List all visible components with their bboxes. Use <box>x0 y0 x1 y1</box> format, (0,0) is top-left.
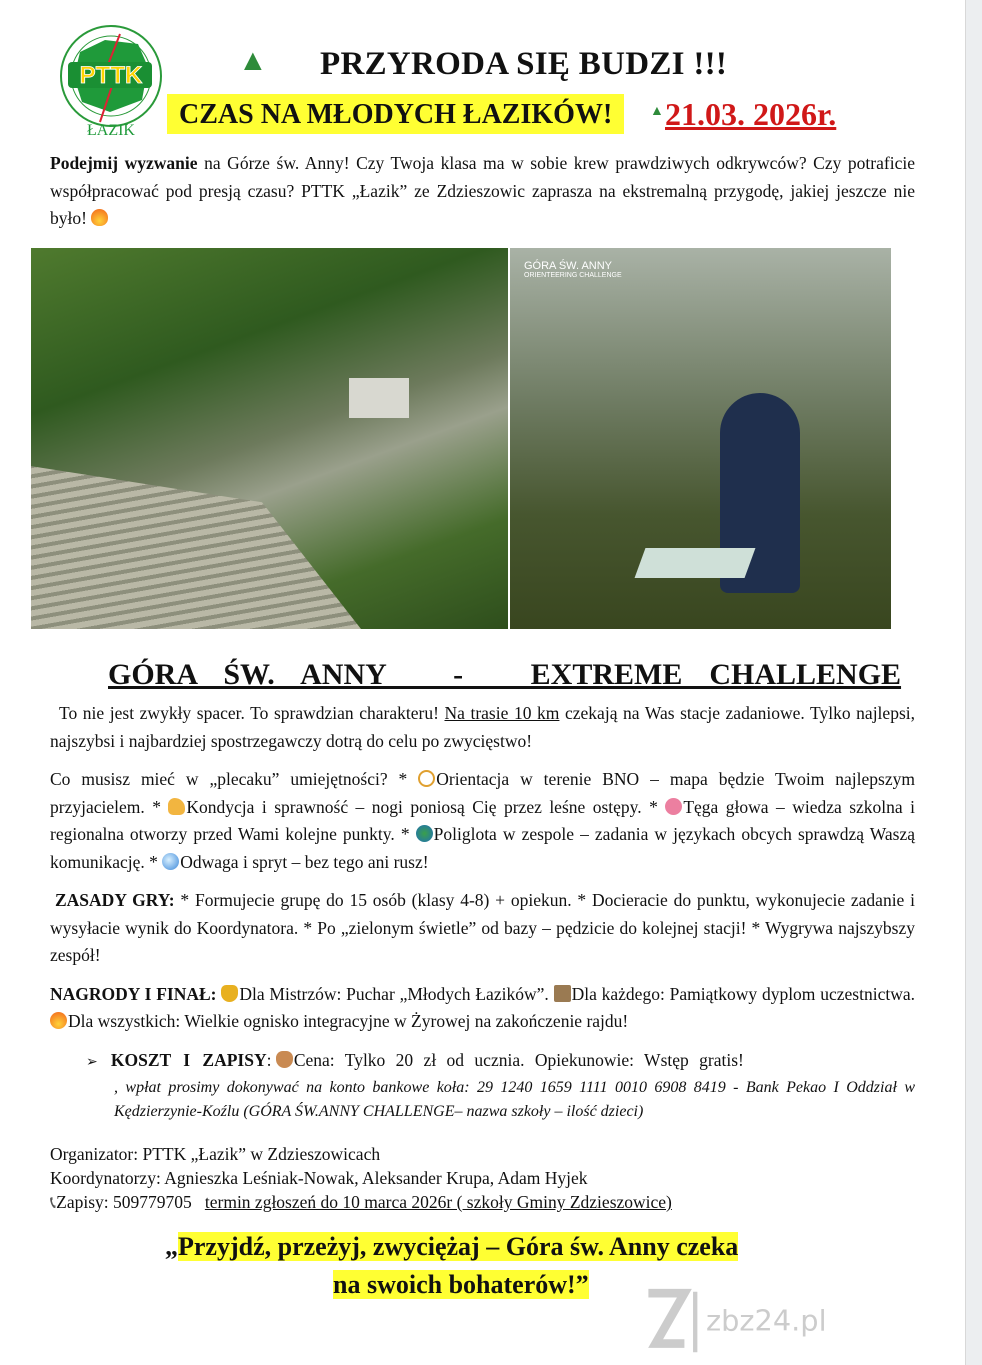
coordinators: Koordynatorzy: Agnieszka Leśniak-Nowak, Aleksander Krupa, Adam Hyjek <box>50 1168 588 1188</box>
contact-section <box>50 1142 915 1214</box>
body-content <box>50 700 915 1304</box>
scroll-icon <box>554 985 571 1002</box>
cost-section: ➢ KOSZT I ZAPISY: Cena: Tylko 20 zł od ucznia. Opiekunowie: Wstęp gratis! , wpłat prosimy dokonywać na konto bankowe koła: 29 1240 1659 1111 0010 6908 8419 - Bank Pekao I Oddział w Kędzierzynie-Koźlu (GÓRA ŚW.ANNY CHALLENGE– nazwa szkoły – ilość dzieci) <box>86 1047 915 1125</box>
svg-text:PTTK: PTTK <box>79 62 143 89</box>
intro-text: na Górze św. Anny! Czy Twoja klasa ma w sobie krew prawdziwych odkrywców? Czy potraficie współpracować pod presją czasu? PTTK „Łazik” ze Zdzieszowic zaprasza na ekstremalną przygodę, jakiej jeszcze nie było! <box>50 153 915 228</box>
prize-item: Dla Mistrzów: Puchar „Młodych Łazików”. <box>239 983 554 1004</box>
trophy-icon <box>221 985 238 1002</box>
svg-text:zbz24.pl: zbz24.pl <box>706 1303 827 1338</box>
svg-text:ŁAZIK: ŁAZIK <box>87 122 135 138</box>
rules-label: ZASADY GRY: <box>55 890 175 910</box>
phone-icon: 📞︎ <box>50 1192 57 1212</box>
payment-info: , wpłat prosimy dokonywać na konto bankowe koła: 29 1240 1659 1111 0010 6908 8419 - Bank Pekao I Oddział w Kędzierzynie-Koźlu (GÓRA ŚW.ANNY CHALLENGE– nazwa szkoły – ilość dzieci) <box>114 1079 915 1120</box>
cost-text: Cena: Tylko 20 zł od ucznia. Opiekunowie: Wstęp gratis! <box>293 1049 744 1070</box>
skill-item: Odwaga i spryt – bez tego ani rusz! <box>180 851 429 872</box>
intro-bold: Podejmij wyzwanie <box>50 153 198 173</box>
caption-title: GÓRA ŚW. ANNY <box>524 260 613 272</box>
route-text: czekają na Was stacje zadaniowe. Tylko najlepsi, najszybsi i najbardziej spostrzegawczy dotrą do celu po zwycięstwo! <box>50 703 915 751</box>
rules-text: * Formujecie grupę do 15 osób (klasy 4-8) + opiekun. * Docieracie do punktu, wykonujecie zadanie i wysyłacie wynik do Koordynatora. * Po „zielonym świetle” od bazy – pędzicie do kolejnej stacji! * Wygrywa najszybszy zespół! <box>50 890 915 965</box>
fire-icon <box>50 1012 67 1029</box>
prizes-paragraph <box>50 981 915 1036</box>
organizer: Organizator: PTTK „Łazik” w Zdzieszowicach <box>50 1144 381 1164</box>
arrow-bullet-icon: ➢ <box>86 1054 98 1070</box>
muscle-icon <box>168 798 185 815</box>
route-distance: Na trasie 10 km <box>444 703 560 723</box>
prize-item: Dla każdego: Pamiątkowy dyplom uczestnictwa. <box>571 983 915 1004</box>
skill-item: Poliglota w zespole – zadania w językach obcych sprawdzą Waszą komunikację. * <box>50 824 915 872</box>
skill-item: Kondycja i sprawność – nogi poniosą Cię przez leśne ostępy. * <box>186 796 666 817</box>
intro-paragraph <box>50 150 915 233</box>
page-edge <box>965 0 982 1365</box>
event-date: 21.03. 2026r. <box>665 96 837 132</box>
cost-label: KOSZT I ZAPISY <box>110 1049 267 1070</box>
money-bag-icon <box>276 1051 293 1068</box>
tree-icon: ▲ <box>238 44 268 77</box>
skills-paragraph <box>50 766 915 876</box>
fire-icon <box>91 209 108 226</box>
skills-intro: Co musisz mieć w „plecaku” umiejętności? * <box>50 769 419 789</box>
skill-item: Tęga głowa – wiedza szkolna i regionalna otworzy przed Wami kolejne punkty. * <box>50 796 915 844</box>
route-text: To nie jest zwykły spacer. To sprawdzian charakteru! <box>59 703 445 723</box>
prizes-label: NAGRODY I FINAŁ: <box>50 983 217 1004</box>
amphitheatre-shape <box>31 448 361 629</box>
rules-paragraph <box>50 887 915 970</box>
closing-quote-line1 <box>50 1228 915 1266</box>
tree-icon: ▲ <box>650 104 664 119</box>
map-shape <box>635 548 756 578</box>
signup-deadline: termin zgłoszeń do 10 marca 2026r ( szkoły Gminy Zdzieszowice) <box>204 1192 672 1212</box>
aerial-amphitheatre-photo <box>31 248 508 629</box>
subtitle-highlight: CZAS NA MŁODYCH ŁAZIKÓW! <box>167 94 624 134</box>
skill-item: Orientacja w terenie BNO – mapa będzie Twoim najlepszym przyjacielem. * <box>50 769 915 817</box>
crystal-ball-icon <box>162 853 179 870</box>
pttk-lazik-logo <box>50 22 172 138</box>
monument-shape <box>349 378 409 418</box>
compass-icon <box>418 770 435 787</box>
section-heading: GÓRA ŚW. ANNY - EXTREME CHALLENGE <box>108 658 902 691</box>
prize-item: Dla wszystkich: Wielkie ognisko integracyjne w Żyrowej na zakończenie rajdu! <box>68 1011 629 1031</box>
quote-text: na swoich bohaterów!” <box>333 1270 589 1299</box>
quote-mark: „ <box>165 1232 178 1261</box>
signup-phone[interactable]: Zapisy: 509779705 <box>56 1192 192 1212</box>
zbz24-watermark <box>640 1286 880 1358</box>
brain-icon <box>665 798 682 815</box>
orienteering-challenge-photo <box>510 248 891 629</box>
photo-caption <box>524 260 622 279</box>
quote-text: Przyjdź, przeżyj, zwyciężaj – Góra św. Anny czeka <box>178 1232 739 1261</box>
caption-subtitle: ORIENTEERING CHALLENGE <box>524 272 622 279</box>
main-title: PRZYRODA SIĘ BUDZI !!! <box>320 46 728 82</box>
route-paragraph <box>50 700 915 755</box>
globe-icon <box>416 825 433 842</box>
